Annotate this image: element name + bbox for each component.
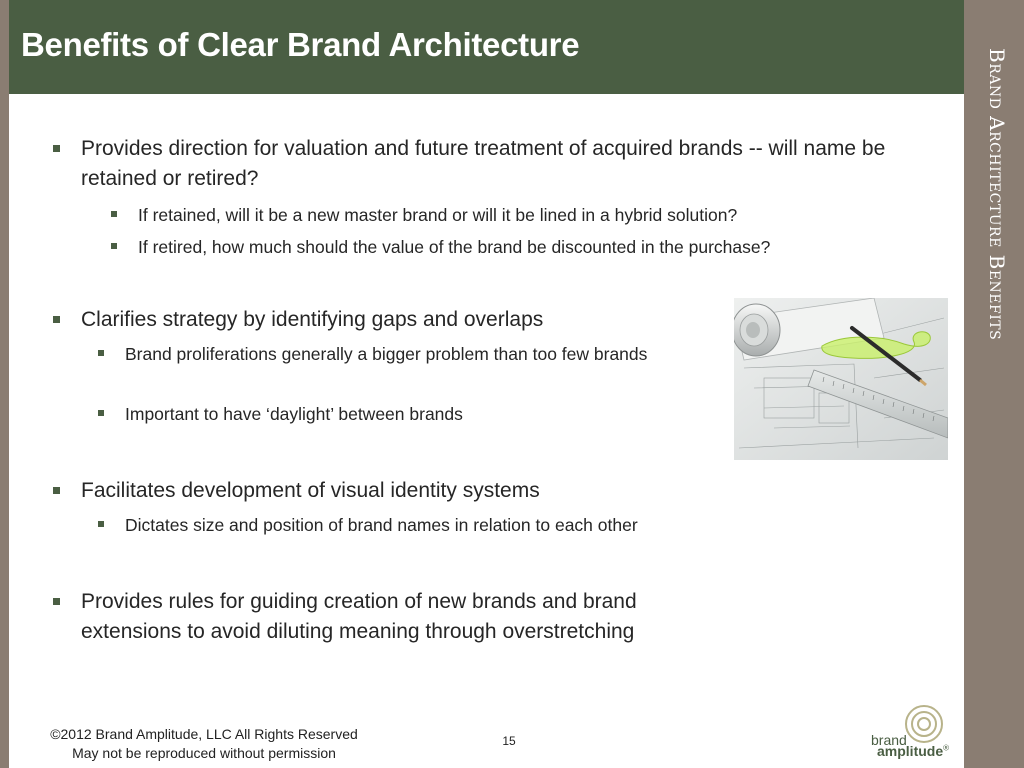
sub-bullet-text: Dictates size and position of brand names in relation to each other	[125, 515, 638, 535]
sub-bullet-retained	[138, 201, 928, 229]
bullet-rules	[81, 587, 741, 647]
brand-amplitude-logo	[866, 704, 952, 760]
bullet-visual-identity	[81, 476, 921, 506]
sub-bullet-text: If retired, how much should the value of the brand be discounted in the purchase?	[138, 237, 771, 257]
bullet-square-icon	[53, 316, 60, 323]
side-title-band	[964, 0, 1024, 768]
bullet-square-icon	[53, 598, 60, 605]
logo-word-brand: brand	[871, 732, 907, 748]
bullet-square-icon	[98, 410, 104, 416]
sub-bullet-text: If retained, will it be a new master brand or will it be lined in a hybrid solution?	[138, 205, 738, 225]
sub-bullet-proliferation	[125, 340, 705, 368]
bullet-square-icon	[98, 350, 104, 356]
sub-bullet-size-position	[125, 511, 925, 539]
footer-copyright	[39, 725, 369, 763]
bullet-text: Facilitates development of visual identity systems	[81, 479, 540, 502]
bullet-text: Clarifies strategy by identifying gaps and overlaps	[81, 308, 544, 331]
bullet-valuation	[81, 134, 921, 194]
page-number: 15	[502, 734, 516, 748]
notice-text: May not be reproduced without permission	[72, 745, 336, 761]
sub-bullet-daylight	[125, 400, 705, 428]
bullet-square-icon	[53, 145, 60, 152]
bullet-square-icon	[111, 243, 117, 249]
sub-bullet-retired	[138, 233, 938, 261]
architecture-blueprint-photo	[734, 298, 948, 460]
sub-bullet-text: Brand proliferations generally a bigger problem than too few brands	[125, 344, 648, 364]
title-bar	[9, 0, 964, 94]
bullet-square-icon	[53, 487, 60, 494]
logo-word-amplitude: amplitude®	[877, 743, 950, 759]
copyright-text: ©2012 Brand Amplitude, LLC All Rights Reserved	[50, 726, 358, 742]
bullet-square-icon	[111, 211, 117, 217]
bullet-square-icon	[98, 521, 104, 527]
side-title: Brand Architecture Benefits	[985, 48, 1009, 341]
bullet-text: Provides direction for valuation and future treatment of acquired brands -- will name be retained or retired?	[81, 137, 886, 190]
bullet-text: Provides rules for guiding creation of new brands and brand extensions to avoid diluting meaning through overstretching	[81, 590, 637, 643]
sub-bullet-text: Important to have ‘daylight’ between brands	[125, 404, 463, 424]
bullet-strategy	[81, 305, 701, 335]
slide-title: Benefits of Clear Brand Architecture	[21, 26, 580, 63]
